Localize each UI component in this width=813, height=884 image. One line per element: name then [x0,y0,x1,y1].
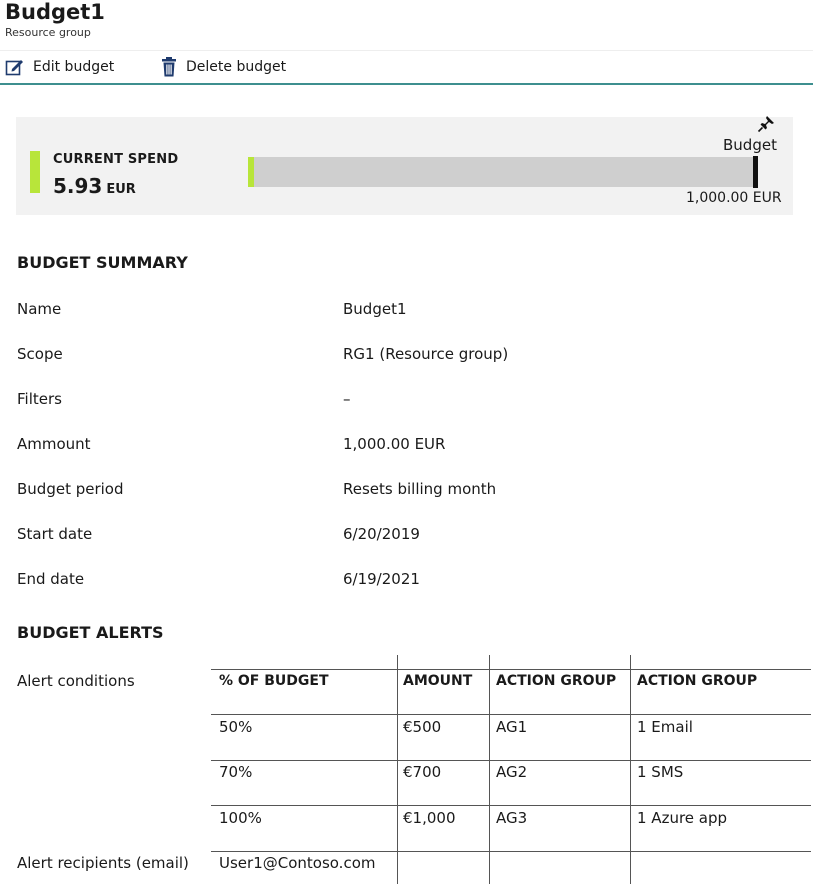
table-header-cell: ACTION GROUP [637,673,758,689]
summary-row-label: Filters [17,390,62,408]
table-cell: €1,000 [403,809,456,827]
summary-row-value: 6/19/2021 [343,570,420,588]
table-cell: AG2 [496,763,528,781]
table-column-divider [489,655,490,884]
summary-row-label: Scope [17,345,63,363]
table-column-divider [397,655,398,884]
table-cell: 1 SMS [637,763,684,781]
page-title: Budget1 [5,0,105,24]
summary-row-value: RG1 (Resource group) [343,345,509,363]
pin-icon[interactable] [757,115,775,133]
table-row-divider [211,805,811,806]
budget-marker-label: Budget [723,136,777,154]
summary-row-label: End date [17,570,85,588]
current-spend-currency: EUR [106,182,136,197]
budget-alerts-heading: BUDGET ALERTS [17,623,164,642]
summary-row-value: 1,000.00 EUR [343,435,446,453]
table-cell: 70% [219,763,253,781]
table-header-cell: AMOUNT [403,673,473,689]
edit-budget-label: Edit budget [33,59,115,75]
budget-limit-marker [753,156,758,188]
budget-limit-label: 1,000.00 EUR [686,190,782,206]
summary-row-label: Name [17,300,62,318]
spend-accent-bar [30,151,40,193]
delete-budget-label: Delete budget [186,59,287,75]
toolbar-divider [0,83,813,85]
budget-summary-heading: BUDGET SUMMARY [17,253,188,272]
table-row-divider [211,760,811,761]
summary-row-value: Budget1 [343,300,407,318]
alert-recipients-label: Alert recipients (email) [17,854,189,872]
table-column-divider [630,655,631,884]
table-cell: €500 [403,718,442,736]
table-row-divider [211,851,811,852]
table-cell: €700 [403,763,442,781]
alert-recipient-email: User1@Contoso.com [219,854,376,872]
current-spend-value [53,174,136,198]
table-cell: 1 Azure app [637,809,728,827]
header-divider [0,50,813,51]
summary-row-value: 6/20/2019 [343,525,420,543]
alert-conditions-label: Alert conditions [17,672,135,690]
summary-row-value: Resets billing month [343,480,497,498]
table-header-cell: ACTION GROUP [496,673,617,689]
table-cell: 50% [219,718,253,736]
table-row-divider [211,714,811,715]
current-spend-label: CURRENT SPEND [53,152,179,167]
summary-row-value: – [343,390,351,408]
table-row-divider [211,669,811,670]
edit-budget-button[interactable] [5,56,114,78]
summary-row-label: Start date [17,525,93,543]
summary-row-label: Budget period [17,480,124,498]
summary-row-label: Ammount [17,435,91,453]
table-cell: AG3 [496,809,528,827]
delete-budget-button[interactable] [160,56,286,78]
alert-conditions-table [211,655,811,884]
current-spend-amount: 5.93 [53,174,103,198]
spend-progress-track [248,157,757,187]
table-header-cell: % OF BUDGET [219,673,329,689]
table-cell: AG1 [496,718,528,736]
spend-progress-fill [248,157,254,187]
edit-icon [5,57,25,77]
table-cell: 100% [219,809,262,827]
page-subtitle: Resource group [5,26,91,39]
trash-icon [160,57,178,77]
table-cell: 1 Email [637,718,693,736]
